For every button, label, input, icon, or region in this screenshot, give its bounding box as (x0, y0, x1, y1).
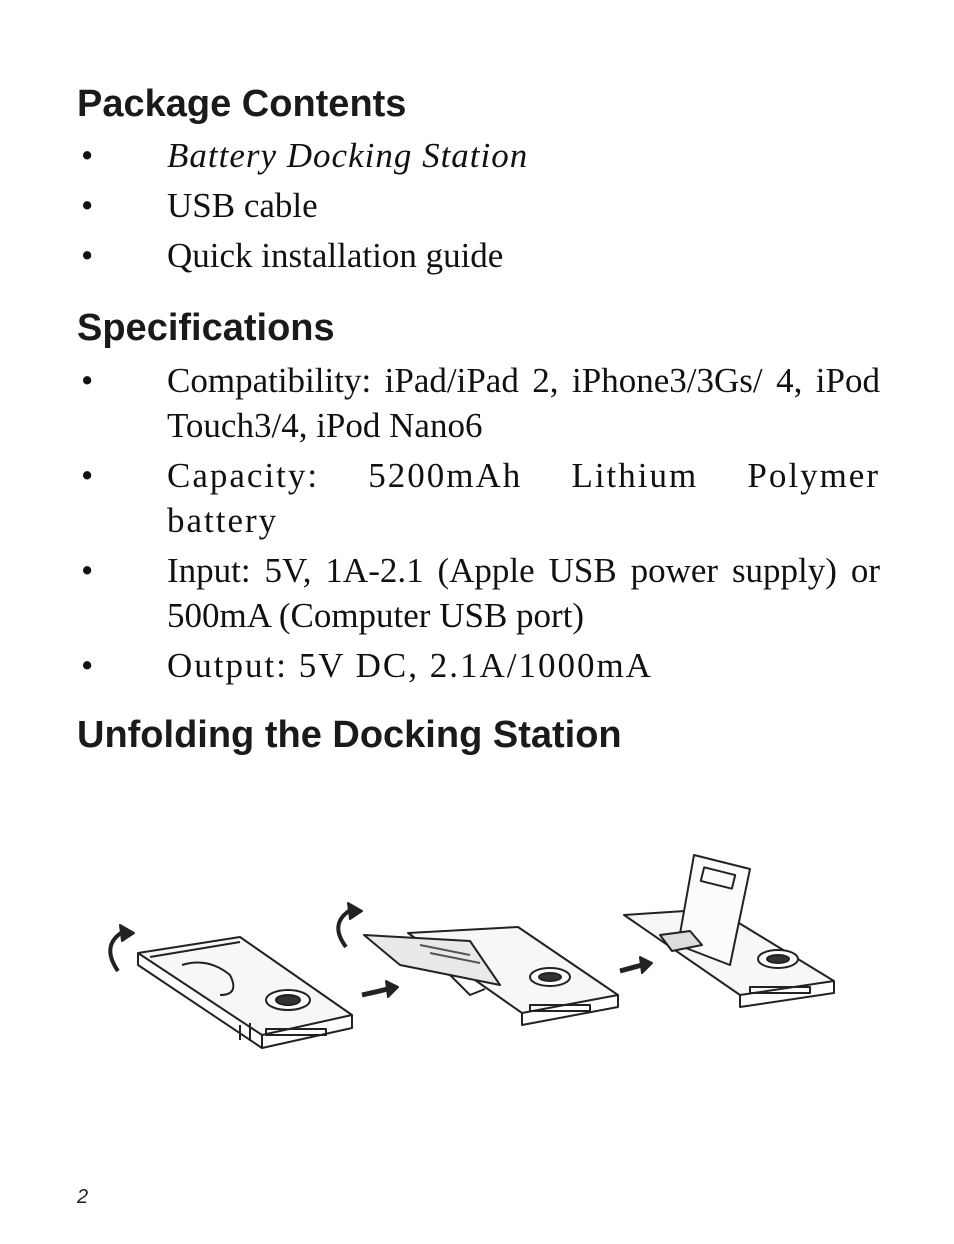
bullet-icon: • (81, 136, 94, 175)
list-item (77, 548, 880, 638)
package-contents-list (77, 133, 880, 283)
docking-station-open (624, 855, 834, 1007)
right-arrow-icon (620, 957, 652, 973)
specifications-list (77, 358, 880, 688)
specifications-heading: Specifications (77, 307, 335, 349)
docking-station-folded (138, 937, 352, 1048)
bullet-icon: • (81, 551, 94, 590)
bullet-icon: • (81, 186, 94, 225)
package-item-text: Battery Docking Station (167, 136, 529, 175)
list-item (77, 358, 880, 448)
spec-item-text: Compatibility: iPad/iPad 2, iPhone3/3Gs/ 4, iPod Touch3/4, iPod Nano6 (167, 361, 880, 445)
rotate-arrow-icon (338, 903, 362, 947)
bullet-icon: • (81, 456, 94, 495)
docking-station-opening (364, 927, 618, 1025)
right-arrow-icon (362, 981, 398, 997)
spec-item-text: Output: 5V DC, 2.1A/1000mA (167, 646, 653, 685)
unfolding-illustration (90, 845, 850, 1055)
bullet-icon: • (81, 361, 94, 400)
list-item (77, 643, 880, 688)
list-item (77, 453, 880, 543)
bullet-icon: • (81, 236, 94, 275)
page-number: 2 (77, 1186, 89, 1208)
rotate-arrow-icon (110, 925, 134, 971)
spec-item-text: Capacity: 5200mAh Lithium Polymer battery (167, 456, 880, 540)
list-item (77, 183, 880, 233)
spec-item-text: Input: 5V, 1A-2.1 (Apple USB power supply) or 500mA (Computer USB port) (167, 551, 880, 635)
list-item (77, 133, 880, 183)
package-item-text: Quick installation guide (167, 236, 504, 275)
package-item-text: USB cable (167, 186, 318, 225)
bullet-icon: • (81, 646, 94, 685)
list-item (77, 233, 880, 283)
unfolding-heading: Unfolding the Docking Station (77, 714, 622, 756)
package-contents-heading: Package Contents (77, 83, 407, 125)
